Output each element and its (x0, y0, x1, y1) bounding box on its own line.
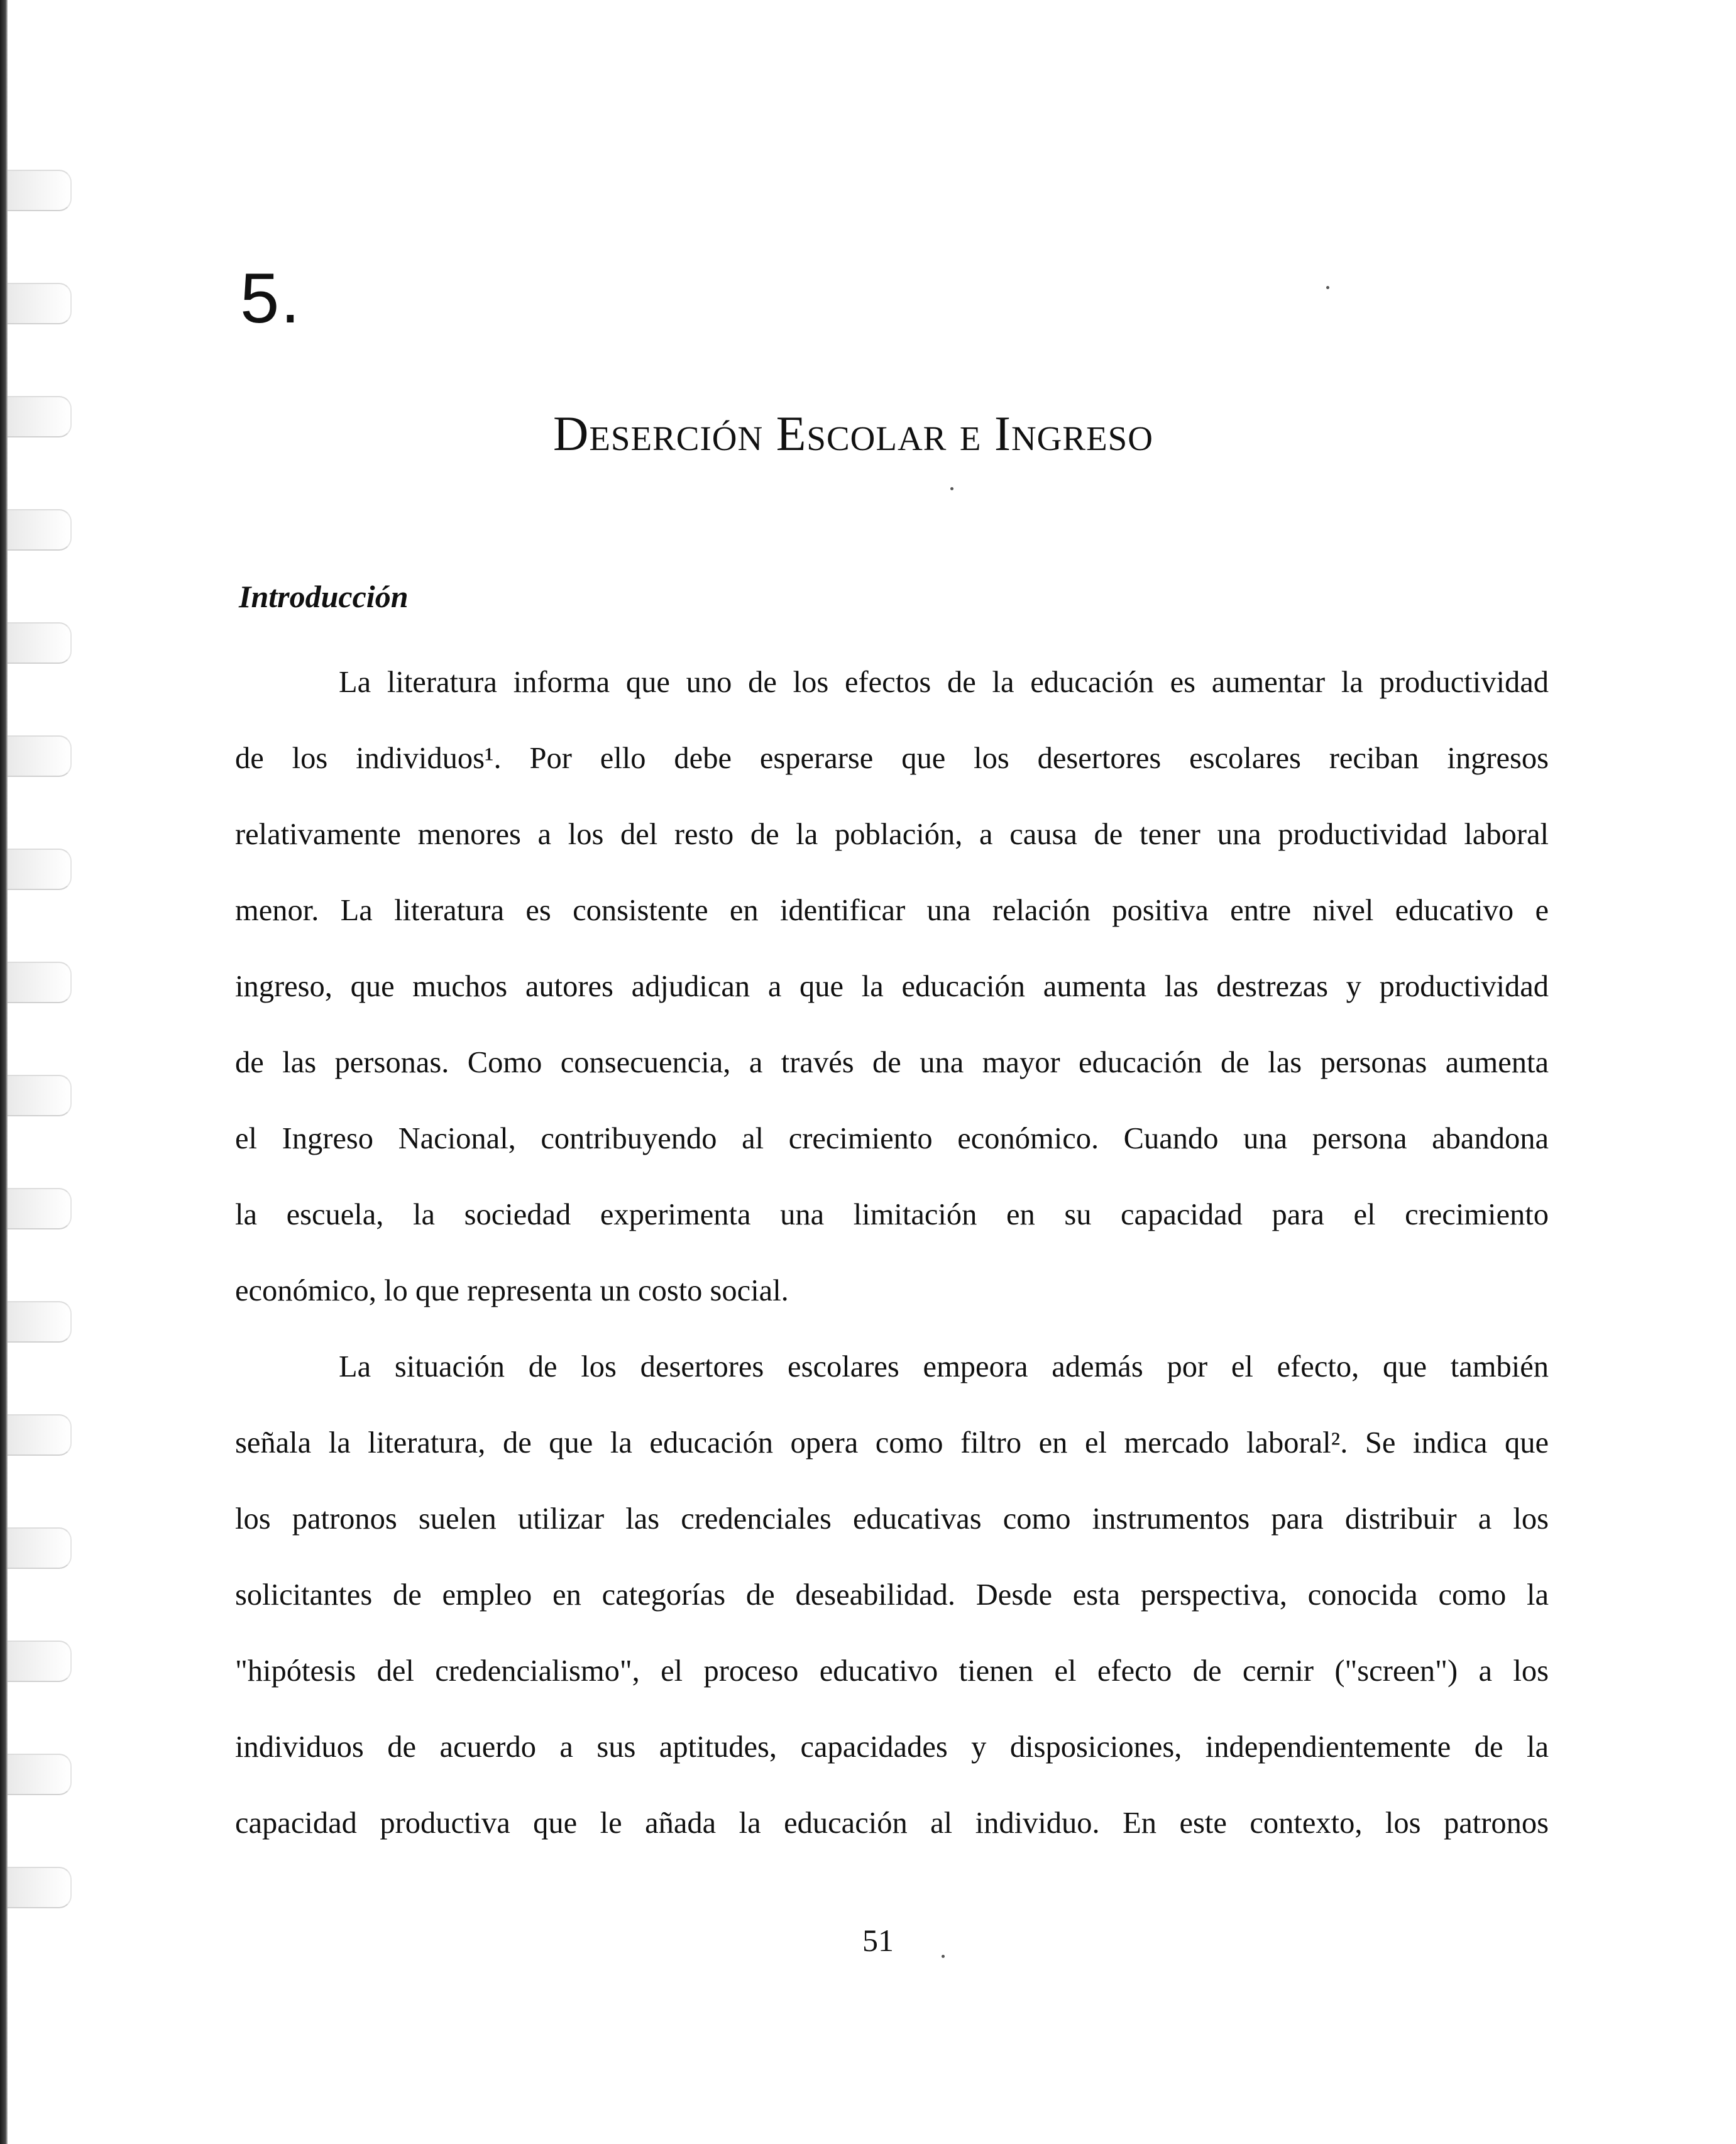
binding-loop (8, 962, 72, 1003)
body-text (235, 644, 1549, 1861)
binding-loop (8, 622, 72, 664)
paragraph-line: ingreso, que muchos autores adjudican a que la educación aumenta las destrezas y productividad (235, 970, 1549, 1003)
page-number: 51 (862, 1923, 894, 1958)
paragraph-line: La situación de los desertores escolares empeora además por el efecto, que también (339, 1350, 1549, 1383)
binding-loop (8, 1641, 72, 1682)
paragraph-line: relativamente menores a los del resto de la población, a causa de tener una productividad laboral (235, 818, 1549, 851)
paragraph-line: menor. La literatura es consistente en identificar una relación positiva entre nivel educativo e (235, 894, 1549, 927)
paragraph-line: de las personas. Como consecuencia, a través de una mayor educación de las personas aumenta (235, 1046, 1549, 1079)
scan-speck (950, 487, 953, 490)
binding-loop (8, 735, 72, 777)
paragraph-line: señala la literatura, de que la educación opera como filtro en el mercado laboral². Se indica que (235, 1426, 1549, 1460)
paragraph-line: la escuela, la sociedad experimenta una limitación en su capacidad para el crecimiento (235, 1198, 1549, 1231)
scan-speck (1326, 286, 1329, 289)
binding-loop (8, 1414, 72, 1456)
paragraph-line: económico, lo que representa un costo social. (235, 1274, 789, 1307)
binding-loop (8, 1867, 72, 1908)
binding-loop (8, 1075, 72, 1116)
binding-loop (8, 1301, 72, 1343)
chapter-title: Deserción Escolar e Ingreso (553, 406, 1153, 461)
binding-loop (8, 170, 72, 211)
chapter-number: 5. (240, 259, 302, 338)
binding-loop (8, 1188, 72, 1229)
binding-loop (8, 849, 72, 890)
section-heading: Introducción (239, 579, 409, 614)
scan-speck (942, 1955, 945, 1958)
paragraph-line: de los individuos¹. Por ello debe esperarse que los desertores escolares reciban ingresos (235, 742, 1549, 775)
spiral-binding (0, 0, 75, 2144)
paragraph-line: solicitantes de empleo en categorías de deseabilidad. Desde esta perspectiva, conocida como la (235, 1578, 1549, 1612)
paragraph-line: el Ingreso Nacional, contribuyendo al crecimiento económico. Cuando una persona abandona (235, 1122, 1549, 1155)
paragraph-line: individuos de acuerdo a sus aptitudes, capacidades y disposiciones, independientemente de la (235, 1730, 1549, 1764)
binding-loop (8, 509, 72, 551)
paragraph-line: capacidad productiva que le añada la educación al individuo. En este contexto, los patronos (235, 1806, 1549, 1840)
binding-loop (8, 283, 72, 324)
binding-spine (0, 0, 8, 2144)
paragraph-line: los patronos suelen utilizar las credenciales educativas como instrumentos para distribuir a los (235, 1502, 1549, 1536)
binding-loop (8, 396, 72, 437)
binding-loop (8, 1527, 72, 1569)
paragraph-line: "hipótesis del credencialismo", el proceso educativo tienen el efecto de cernir ("screen") a los (235, 1654, 1549, 1688)
paragraph-line: La literatura informa que uno de los efectos de la educación es aumentar la productividad (339, 666, 1549, 699)
binding-loop (8, 1754, 72, 1795)
